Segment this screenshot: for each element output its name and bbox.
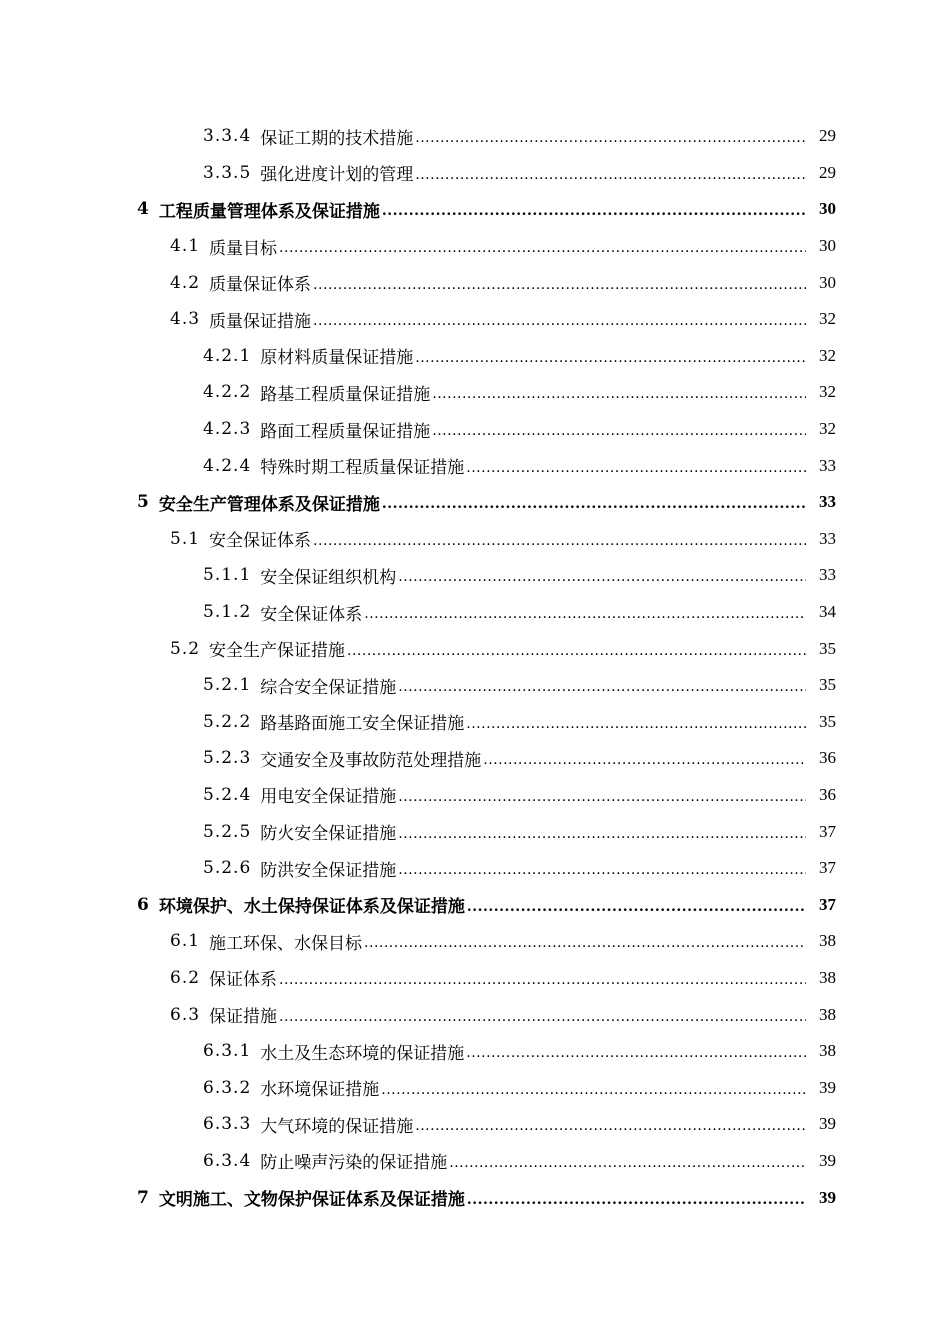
toc-entry[interactable] bbox=[0, 996, 950, 1033]
toc-leader-dots bbox=[313, 533, 806, 549]
toc-entry[interactable] bbox=[0, 301, 950, 338]
toc-entry[interactable] bbox=[0, 338, 950, 375]
toc-entry-number: 6.3.2 bbox=[203, 1077, 252, 1098]
toc-entry-title: 原材料质量保证措施 bbox=[260, 348, 414, 369]
toc-leader-dots bbox=[466, 460, 806, 476]
toc-entry-number: 5.1 bbox=[170, 528, 201, 549]
toc-entry-number: 5.2.5 bbox=[203, 821, 252, 842]
toc-entry-title: 路基工程质量保证措施 bbox=[260, 384, 431, 405]
toc-entry-page: 37 bbox=[819, 821, 836, 841]
toc-entry-title: 特殊时期工程质量保证措施 bbox=[260, 458, 465, 479]
toc-leader-dots bbox=[415, 130, 806, 146]
toc-entry-title: 水环境保证措施 bbox=[260, 1080, 380, 1101]
toc-leader-dots bbox=[432, 386, 806, 402]
toc-leader-dots bbox=[313, 313, 806, 329]
toc-entry-page: 38 bbox=[819, 1004, 836, 1024]
toc-leader-dots bbox=[364, 606, 806, 622]
toc-entry-page: 34 bbox=[819, 602, 836, 622]
toc-entry-title: 文明施工、文物保护保证体系及保证措施 bbox=[158, 1190, 465, 1211]
toc-entry-page: 38 bbox=[819, 931, 836, 951]
toc-entry-number: 5.1.2 bbox=[203, 602, 252, 623]
toc-entry[interactable] bbox=[0, 886, 950, 923]
toc-entry-page: 36 bbox=[819, 748, 836, 768]
toc-entry-page: 39 bbox=[819, 1114, 836, 1134]
toc-entry-title: 安全保证体系 bbox=[260, 604, 363, 625]
toc-entry[interactable] bbox=[0, 1033, 950, 1070]
toc-entry-page: 38 bbox=[819, 967, 836, 987]
toc-entry-title: 保证措施 bbox=[209, 1007, 278, 1028]
toc-entry-title: 综合安全保证措施 bbox=[260, 677, 397, 698]
toc-entry[interactable] bbox=[0, 594, 950, 631]
toc-entry-page: 29 bbox=[819, 162, 836, 182]
toc-leader-dots bbox=[449, 1155, 806, 1171]
toc-entry[interactable] bbox=[0, 850, 950, 887]
toc-entry-number: 4.2.1 bbox=[203, 345, 252, 366]
toc-entry-page: 32 bbox=[819, 419, 836, 439]
toc-entry-page: 35 bbox=[819, 638, 836, 658]
toc-entry-number: 6.3 bbox=[170, 1004, 201, 1025]
toc-entry-number: 4.2 bbox=[170, 272, 201, 293]
toc-entry[interactable] bbox=[0, 155, 950, 192]
toc-entry-number: 6.3.4 bbox=[203, 1150, 252, 1171]
toc-entry-title: 交通安全及事故防范处理措施 bbox=[260, 750, 482, 771]
toc-leader-dots bbox=[382, 496, 806, 512]
toc-leader-dots bbox=[398, 569, 806, 585]
toc-entry-page: 33 bbox=[819, 528, 836, 548]
toc-entry[interactable] bbox=[0, 704, 950, 741]
toc-entry-page: 29 bbox=[819, 126, 836, 146]
toc-entry-number: 4.3 bbox=[170, 309, 201, 330]
toc-entry-number: 4.2.4 bbox=[203, 455, 252, 476]
toc-entry-title: 防洪安全保证措施 bbox=[260, 860, 397, 881]
toc-leader-dots bbox=[467, 899, 806, 915]
toc-entry-number: 4.1 bbox=[170, 236, 201, 257]
toc-entry-title: 施工环保、水保目标 bbox=[209, 933, 363, 954]
toc-leader-dots bbox=[279, 1009, 806, 1025]
toc-entry-page: 36 bbox=[819, 784, 836, 804]
toc-entry-number: 5.2.4 bbox=[203, 784, 252, 805]
toc-entry-title: 大气环境的保证措施 bbox=[260, 1116, 414, 1137]
toc-entry-page: 39 bbox=[819, 1150, 836, 1170]
toc-leader-dots bbox=[483, 752, 806, 768]
toc-entry-page: 35 bbox=[819, 711, 836, 731]
toc-entry[interactable] bbox=[0, 1179, 950, 1216]
toc-entry-title: 用电安全保证措施 bbox=[260, 787, 397, 808]
toc-entry-page: 33 bbox=[819, 492, 836, 512]
toc-entry-title: 防火安全保证措施 bbox=[260, 824, 397, 845]
toc-entry[interactable] bbox=[0, 740, 950, 777]
toc-entry[interactable] bbox=[0, 264, 950, 301]
toc-leader-dots bbox=[279, 972, 806, 988]
toc-entry[interactable] bbox=[0, 1143, 950, 1180]
toc-entry-title: 路基路面施工安全保证措施 bbox=[260, 714, 465, 735]
toc-entry-number: 5.2.2 bbox=[203, 711, 252, 732]
toc-entry-page: 32 bbox=[819, 345, 836, 365]
toc-leader-dots bbox=[398, 826, 806, 842]
toc-entry-number: 6.3.3 bbox=[203, 1114, 252, 1135]
toc-entry-title: 环境保护、水土保持保证体系及保证措施 bbox=[158, 897, 465, 918]
toc-leader-dots bbox=[467, 1192, 806, 1208]
toc-entry-number: 3.3.4 bbox=[203, 126, 252, 147]
toc-entry-number: 5.2.3 bbox=[203, 748, 252, 769]
toc-entry-number: 4.2.2 bbox=[203, 382, 252, 403]
toc-entry[interactable] bbox=[0, 667, 950, 704]
toc-entry-page: 37 bbox=[819, 894, 836, 914]
toc-entry-title: 路面工程质量保证措施 bbox=[260, 421, 431, 442]
toc-entry-title: 质量保证体系 bbox=[209, 275, 312, 296]
toc-entry-number: 5.2.6 bbox=[203, 858, 252, 879]
toc-entry[interactable] bbox=[0, 1069, 950, 1106]
toc-entry-number: 6 bbox=[137, 894, 150, 915]
toc-entry-title: 防止噪声污染的保证措施 bbox=[260, 1153, 448, 1174]
toc-entry-page: 30 bbox=[819, 272, 836, 292]
toc-entry-page: 39 bbox=[819, 1187, 836, 1207]
toc-entry-title: 保证工期的技术措施 bbox=[260, 128, 414, 149]
toc-entry[interactable] bbox=[0, 630, 950, 667]
toc-entry-title: 安全保证组织机构 bbox=[260, 567, 397, 588]
toc-entry[interactable] bbox=[0, 777, 950, 814]
toc-entry-title: 水土及生态环境的保证措施 bbox=[260, 1043, 465, 1064]
toc-entry-page: 35 bbox=[819, 675, 836, 695]
toc-entry-number: 3.3.5 bbox=[203, 162, 252, 183]
toc-entry-page: 30 bbox=[819, 199, 836, 219]
toc-entry[interactable] bbox=[0, 557, 950, 594]
toc-entry-page: 37 bbox=[819, 858, 836, 878]
toc-entry-title: 安全生产保证措施 bbox=[209, 641, 346, 662]
toc-leader-dots bbox=[432, 423, 806, 439]
toc-entry[interactable] bbox=[0, 813, 950, 850]
toc-entry-title: 质量保证措施 bbox=[209, 311, 312, 332]
toc-entry-number: 7 bbox=[137, 1187, 150, 1208]
toc-entry[interactable] bbox=[0, 374, 950, 411]
toc-entry[interactable] bbox=[0, 228, 950, 265]
toc-leader-dots bbox=[398, 789, 806, 805]
toc-leader-dots bbox=[466, 1045, 806, 1061]
toc-entry[interactable] bbox=[0, 960, 950, 997]
toc-entry-number: 6.3.1 bbox=[203, 1041, 252, 1062]
toc-leader-dots bbox=[382, 203, 806, 219]
toc-entry-number: 5.2 bbox=[170, 638, 201, 659]
toc-entry-title: 安全保证体系 bbox=[209, 531, 312, 552]
toc-entry-page: 33 bbox=[819, 455, 836, 475]
toc-entry[interactable] bbox=[0, 484, 950, 521]
toc-entry[interactable] bbox=[0, 191, 950, 228]
toc-entry-number: 6.2 bbox=[170, 967, 201, 988]
toc-entry-page: 39 bbox=[819, 1077, 836, 1097]
toc-entry-page: 32 bbox=[819, 309, 836, 329]
toc-entry-page: 33 bbox=[819, 565, 836, 585]
toc-entry[interactable] bbox=[0, 118, 950, 155]
table-of-contents bbox=[0, 118, 950, 1216]
toc-entry-title: 质量目标 bbox=[209, 238, 278, 259]
toc-leader-dots bbox=[415, 350, 806, 366]
toc-entry-title: 工程质量管理体系及保证措施 bbox=[158, 201, 380, 222]
toc-entry-title: 保证体系 bbox=[209, 970, 278, 991]
toc-entry[interactable] bbox=[0, 411, 950, 448]
toc-leader-dots bbox=[279, 240, 806, 256]
toc-leader-dots bbox=[381, 1082, 806, 1098]
toc-entry-page: 38 bbox=[819, 1041, 836, 1061]
toc-leader-dots bbox=[415, 167, 806, 183]
toc-entry-number: 6.1 bbox=[170, 931, 201, 952]
toc-leader-dots bbox=[347, 643, 806, 659]
toc-leader-dots bbox=[313, 277, 806, 293]
toc-entry-number: 4 bbox=[137, 199, 150, 220]
toc-entry-page: 30 bbox=[819, 236, 836, 256]
toc-leader-dots bbox=[364, 935, 806, 951]
toc-entry-page: 32 bbox=[819, 382, 836, 402]
toc-entry-title: 安全生产管理体系及保证措施 bbox=[158, 494, 380, 515]
toc-entry-number: 5.1.1 bbox=[203, 565, 252, 586]
toc-entry-title: 强化进度计划的管理 bbox=[260, 165, 414, 186]
toc-leader-dots bbox=[466, 716, 806, 732]
toc-entry[interactable] bbox=[0, 521, 950, 558]
toc-leader-dots bbox=[398, 862, 806, 878]
toc-leader-dots bbox=[398, 679, 806, 695]
toc-entry-number: 4.2.3 bbox=[203, 419, 252, 440]
toc-entry[interactable] bbox=[0, 1106, 950, 1143]
toc-entry[interactable] bbox=[0, 447, 950, 484]
toc-entry-number: 5 bbox=[137, 492, 150, 513]
toc-leader-dots bbox=[415, 1118, 806, 1134]
toc-entry[interactable] bbox=[0, 923, 950, 960]
toc-entry-number: 5.2.1 bbox=[203, 675, 252, 696]
